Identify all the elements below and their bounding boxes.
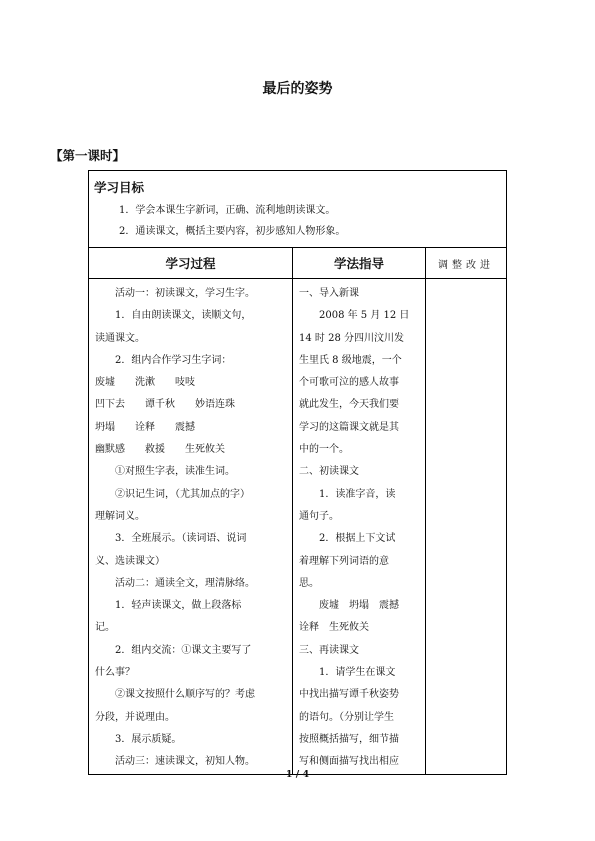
section-heading: 【第一课时】: [50, 148, 126, 163]
process-line: 活动三：速读课文，初知人物。: [115, 756, 255, 768]
process-line: ①对照生字表，读准生词。: [115, 466, 235, 478]
method-line: 写和侧面描写找出相应: [299, 756, 399, 768]
process-line: 2．组内合作学习生字词：: [115, 354, 232, 366]
learning-goals-cell: [89, 171, 507, 248]
goal-item: 2．通读课文，概括主要内容，初步感知人物形象。: [119, 226, 346, 237]
process-line: 幽默感 救援 生死攸关: [95, 444, 225, 456]
process-line: 3．展示质疑。: [115, 733, 182, 745]
process-line: ②识记生词，（尤其加点的字）: [115, 488, 250, 500]
document-title: 最后的姿势: [262, 81, 333, 97]
process-line: ②课文按照什么顺序写的？考虑: [115, 689, 255, 701]
method-line: 通句子。: [299, 510, 339, 522]
method-line: 1．读准字音，读: [319, 488, 396, 500]
adjust-content-cell: [426, 279, 507, 775]
process-content-cell: [89, 279, 293, 775]
process-line: 活动二：通读全文，理清脉络。: [115, 577, 255, 589]
learning-goals-list: [89, 200, 506, 242]
method-line: 着理解下列词语的意: [299, 555, 389, 567]
method-line: 思。: [299, 577, 319, 589]
process-line: 分段，并说理由。: [95, 711, 175, 723]
method-line: 学习的这篇课文就是其: [299, 421, 399, 433]
method-line: 1．请学生在课文: [319, 667, 396, 679]
process-line: 读通课文。: [95, 332, 145, 344]
process-line: 活动一：初读课文，学习生字。: [115, 288, 255, 299]
method-line: 生里氏 8 级地震，一个: [299, 354, 402, 366]
process-line: 义、选读课文）: [95, 555, 165, 567]
method-content-cell: [293, 279, 426, 775]
method-line: 14 时 28 分四川汶川发: [299, 332, 404, 344]
lesson-plan-table: [88, 170, 507, 775]
process-line: 凹下去 谭千秋 妙语连珠: [95, 399, 235, 411]
goal-item: 1．学会本课生字新词，正确、流利地朗读课文。: [119, 205, 336, 216]
method-line: 就此发生，今天我们要: [299, 399, 399, 411]
method-line: 2008 年 5 月 12 日: [319, 310, 410, 322]
method-column-header: 学法指导: [293, 248, 426, 279]
method-line: 一、导入新课: [299, 288, 359, 299]
process-line: 1．轻声读课文，做上段落标: [115, 600, 242, 612]
process-line: 什么事？: [95, 667, 135, 679]
method-line: 三、再读课文: [299, 644, 359, 656]
page-number: 1 / 4: [285, 769, 310, 780]
method-line: 按照概括描写，细节描: [299, 733, 399, 745]
process-line: 2．组内交流：①课文主要写了: [115, 644, 252, 656]
method-line: 的语句。（分别让学生: [299, 711, 394, 723]
process-line: 坍塌 诠释 震撼: [95, 421, 195, 433]
learning-goals-heading: 学习目标: [94, 180, 145, 195]
method-line: 中的一个。: [299, 444, 349, 456]
process-line: 理解词义。: [95, 510, 145, 522]
process-line: 记。: [95, 622, 115, 634]
process-column-header: 学习过程: [89, 248, 293, 279]
method-line: 二、初读课文: [299, 466, 359, 478]
method-line: 废墟 坍塌 震撼: [319, 600, 399, 612]
process-line: 3．全班展示。（读词语、说词: [115, 533, 247, 545]
adjust-column-header: 调整改进: [426, 248, 507, 279]
method-line: 2．根据上下文试: [319, 533, 396, 545]
method-line: 个可歌可泣的感人故事: [299, 377, 399, 389]
process-text: [89, 279, 292, 774]
process-line: 废墟 洗漱 吱吱: [95, 377, 195, 389]
method-line: 诠释 生死攸关: [299, 622, 369, 634]
method-line: 中找出描写谭千秋姿势: [299, 689, 399, 701]
process-line: 1．自由朗读课文，读顺文句，: [115, 310, 252, 322]
method-text: [293, 279, 425, 774]
